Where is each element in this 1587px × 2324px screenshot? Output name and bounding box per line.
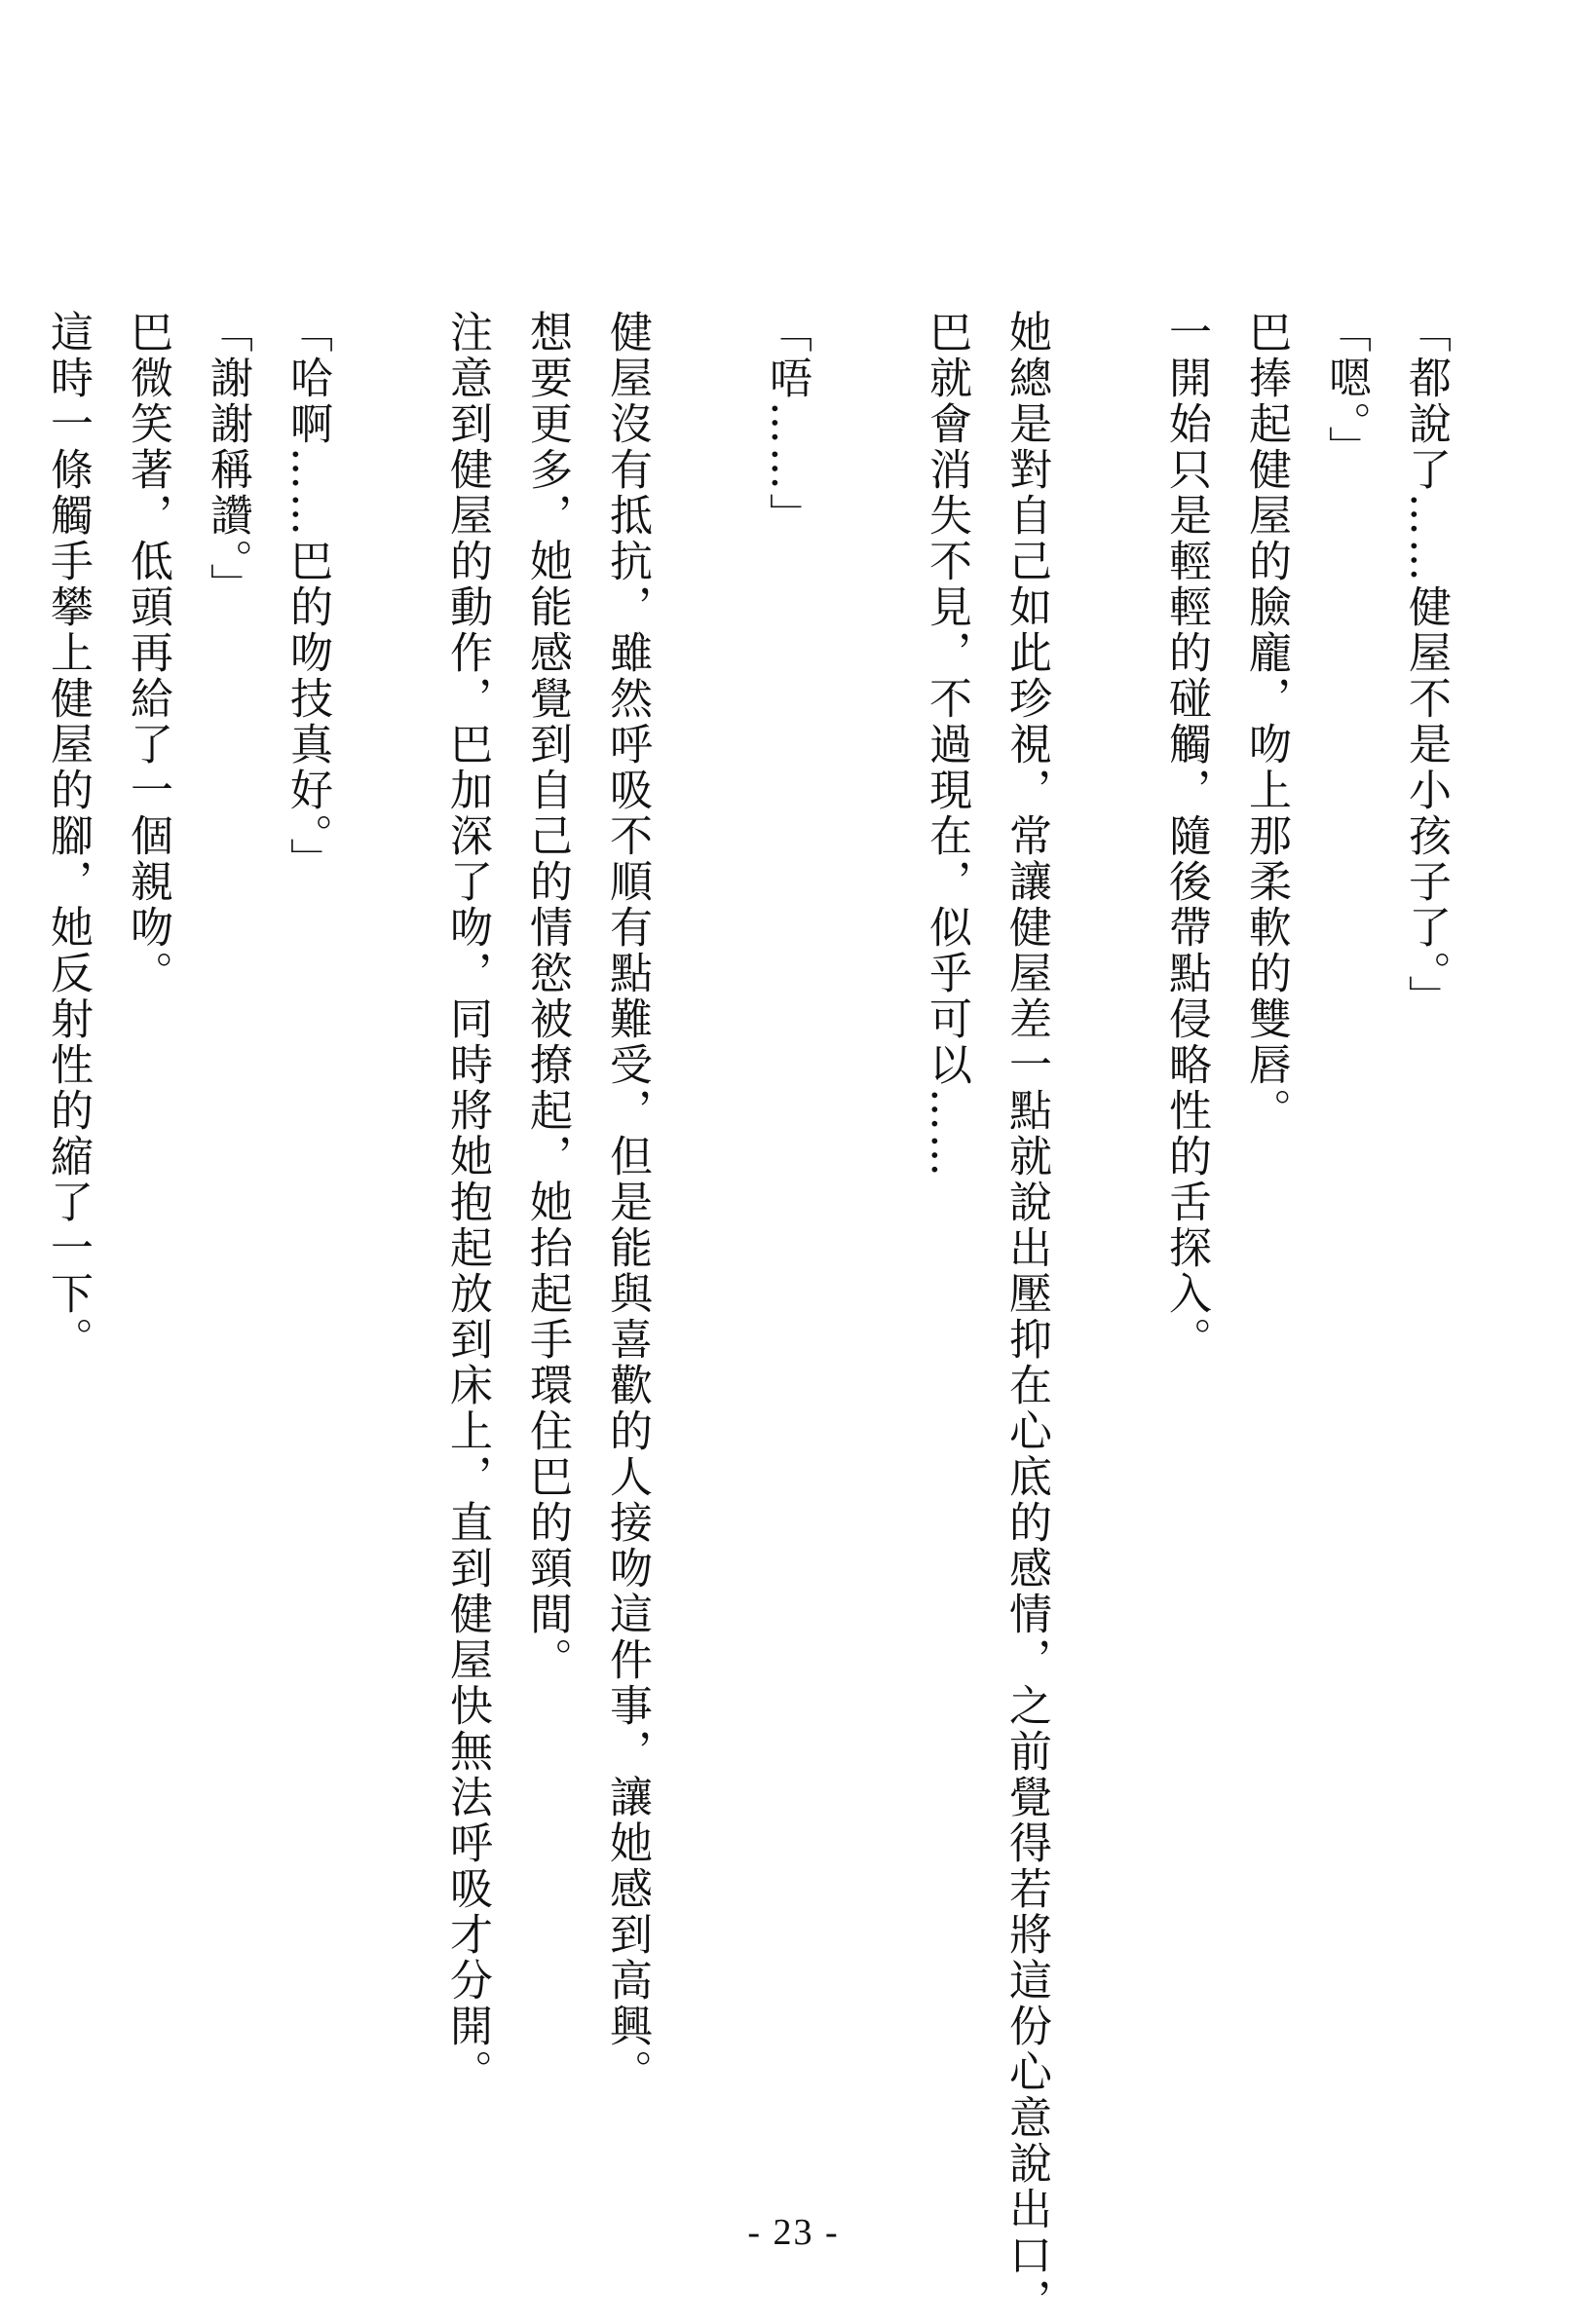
page-number: - 23 - xyxy=(747,2212,840,2253)
paragraph-line: 這時一條觸手攀上健屋的腳，她反射性的縮了一下。 xyxy=(43,310,93,1363)
paragraph-line: 巴微笑著，低頭再給了一個親吻。 xyxy=(123,310,172,996)
paragraph-line: 巴捧起健屋的臉龐，吻上那柔軟的雙唇。 xyxy=(1241,310,1291,1134)
paragraph-line: 她總是對自己如此珍視，常讓健屋差一點就說出壓抑在心底的感情，之前覺得若將這份心意說出口， xyxy=(1001,310,1051,2324)
paragraph-line: 巴就會消失不見，不過現在，似乎可以…… xyxy=(922,310,971,1180)
paragraph-line: 注意到健屋的動作，巴加深了吻，同時將她抱起放到床上，直到健屋快無法呼吸才分開。 xyxy=(442,310,492,2095)
dialogue-line: 「嗯。」 xyxy=(1321,310,1371,471)
dialogue-line: 「哈啊……巴的吻技真好。」 xyxy=(283,310,332,883)
paragraph-line: 一開始只是輕輕的碰觸，隨後帶點侵略性的舌探入。 xyxy=(1161,310,1211,1363)
dialogue-line: 「唔……」 xyxy=(762,310,812,539)
paragraph-line: 健屋沒有抵抗，雖然呼吸不順有點難受，但是能與喜歡的人接吻這件事，讓她感到高興。 xyxy=(602,310,652,2095)
dialogue-line: 「都說了……健屋不是小孩子了。」 xyxy=(1401,310,1451,1021)
paragraph-line: 想要更多，她能感覺到自己的情慾被撩起，她抬起手環住巴的頸間。 xyxy=(522,310,572,1683)
dialogue-line: 「謝謝稱讚。」 xyxy=(203,310,252,609)
